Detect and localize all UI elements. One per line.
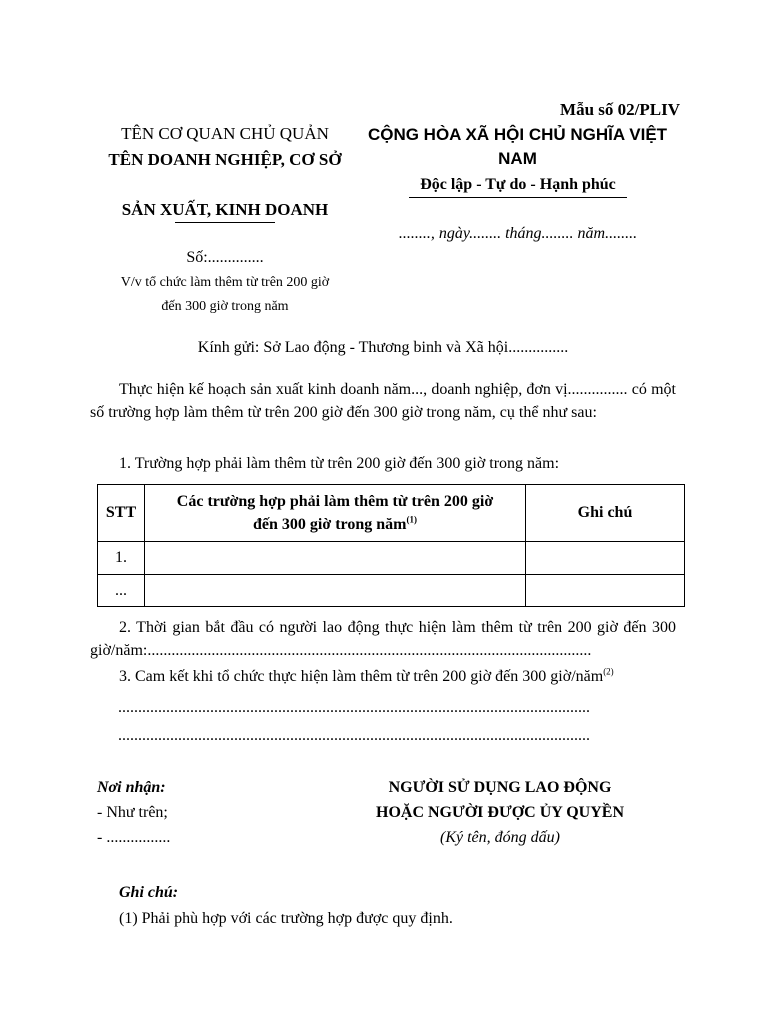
row-stt: 1. (98, 542, 145, 575)
republic-title-line1: CỘNG HÒA XÃ HỘI CHỦ NGHĨA VIỆT (367, 125, 668, 144)
enterprise-underline (175, 222, 275, 223)
section-1-heading: 1. Trường hợp phải làm thêm từ trên 200 giờ đến 300 giờ trong năm: (119, 455, 560, 472)
agency-name: TÊN CƠ QUAN CHỦ QUẢN (121, 124, 329, 143)
receivers-item-2: - ................ (97, 829, 171, 846)
col-cases-header-line2: đến 300 giờ trong năm (253, 516, 407, 533)
section-3-heading (119, 668, 679, 686)
row-cases (145, 575, 526, 607)
section-2-paragraph: 2. Thời gian bắt đầu có người lao động thực hiện làm thêm từ trên 200 giờ đến 300 giờ/năm:............................................................................................................... (90, 619, 676, 659)
table-row (98, 575, 685, 607)
row-note (526, 542, 685, 575)
notes-item-1: (1) Phải phù hợp với các trường hợp được quy định. (119, 910, 453, 927)
row-cases (145, 542, 526, 575)
col-cases-header-line1: Các trường hợp phải làm thêm từ trên 200 giờ (176, 493, 494, 510)
subject-line1: V/v tổ chức làm thêm từ trên 200 giờ (120, 275, 330, 290)
signer-title-line2: HOẶC NGƯỜI ĐƯỢC ỦY QUYỀN (376, 804, 624, 821)
table-header-row (98, 485, 685, 542)
national-motto: Độc lập - Tự do - Hạnh phúc (420, 176, 616, 193)
row-stt: ... (98, 575, 145, 607)
col-cases-header (145, 485, 526, 542)
subject-line2: đến 300 giờ trong năm (161, 299, 289, 314)
document-number: Số:.............. (186, 249, 264, 266)
row-note (526, 575, 685, 607)
footnote-ref-1: (1) (406, 514, 417, 525)
receivers-title: Nơi nhận: (97, 779, 166, 796)
date-line: ........, ngày........ tháng........ năm........ (398, 225, 638, 242)
notes-title: Ghi chú: (119, 884, 179, 901)
republic-title-line2: NAM (498, 149, 537, 168)
commitment-dots-line2: ...................................................................................................................... (118, 727, 590, 744)
overtime-cases-table (97, 484, 685, 607)
recipient: Kính gửi: Sở Lao động - Thương binh và Xã hội............... (197, 339, 569, 356)
enterprise-name-line1: TÊN DOANH NGHIỆP, CƠ SỞ (108, 150, 342, 169)
enterprise-name-line2: SẢN XUẤT, KINH DOANH (121, 200, 329, 219)
motto-underline (409, 197, 627, 198)
receivers-item-1: - Như trên; (97, 804, 168, 821)
col-stt-header: STT (98, 485, 145, 542)
form-code: Mẫu số 02/PLIV (560, 100, 680, 119)
table-row (98, 542, 685, 575)
signer-note: (Ký tên, đóng dấu) (440, 829, 560, 846)
signer-title-line1: NGƯỜI SỬ DỤNG LAO ĐỘNG (388, 779, 612, 796)
commitment-dots-line1: ...................................................................................................................... (118, 699, 590, 716)
section-3-text: 3. Cam kết khi tổ chức thực hiện làm thêm từ trên 200 giờ đến 300 giờ/năm (119, 668, 604, 685)
col-note-header: Ghi chú (526, 485, 685, 542)
intro-paragraph: Thực hiện kế hoạch sản xuất kinh doanh năm..., doanh nghiệp, đơn vị............... có một số trường hợp làm thêm từ trên 200 giờ đến 300 giờ trong năm, cụ thể như sau: (90, 381, 676, 421)
footnote-ref-2: (2) (603, 666, 614, 677)
